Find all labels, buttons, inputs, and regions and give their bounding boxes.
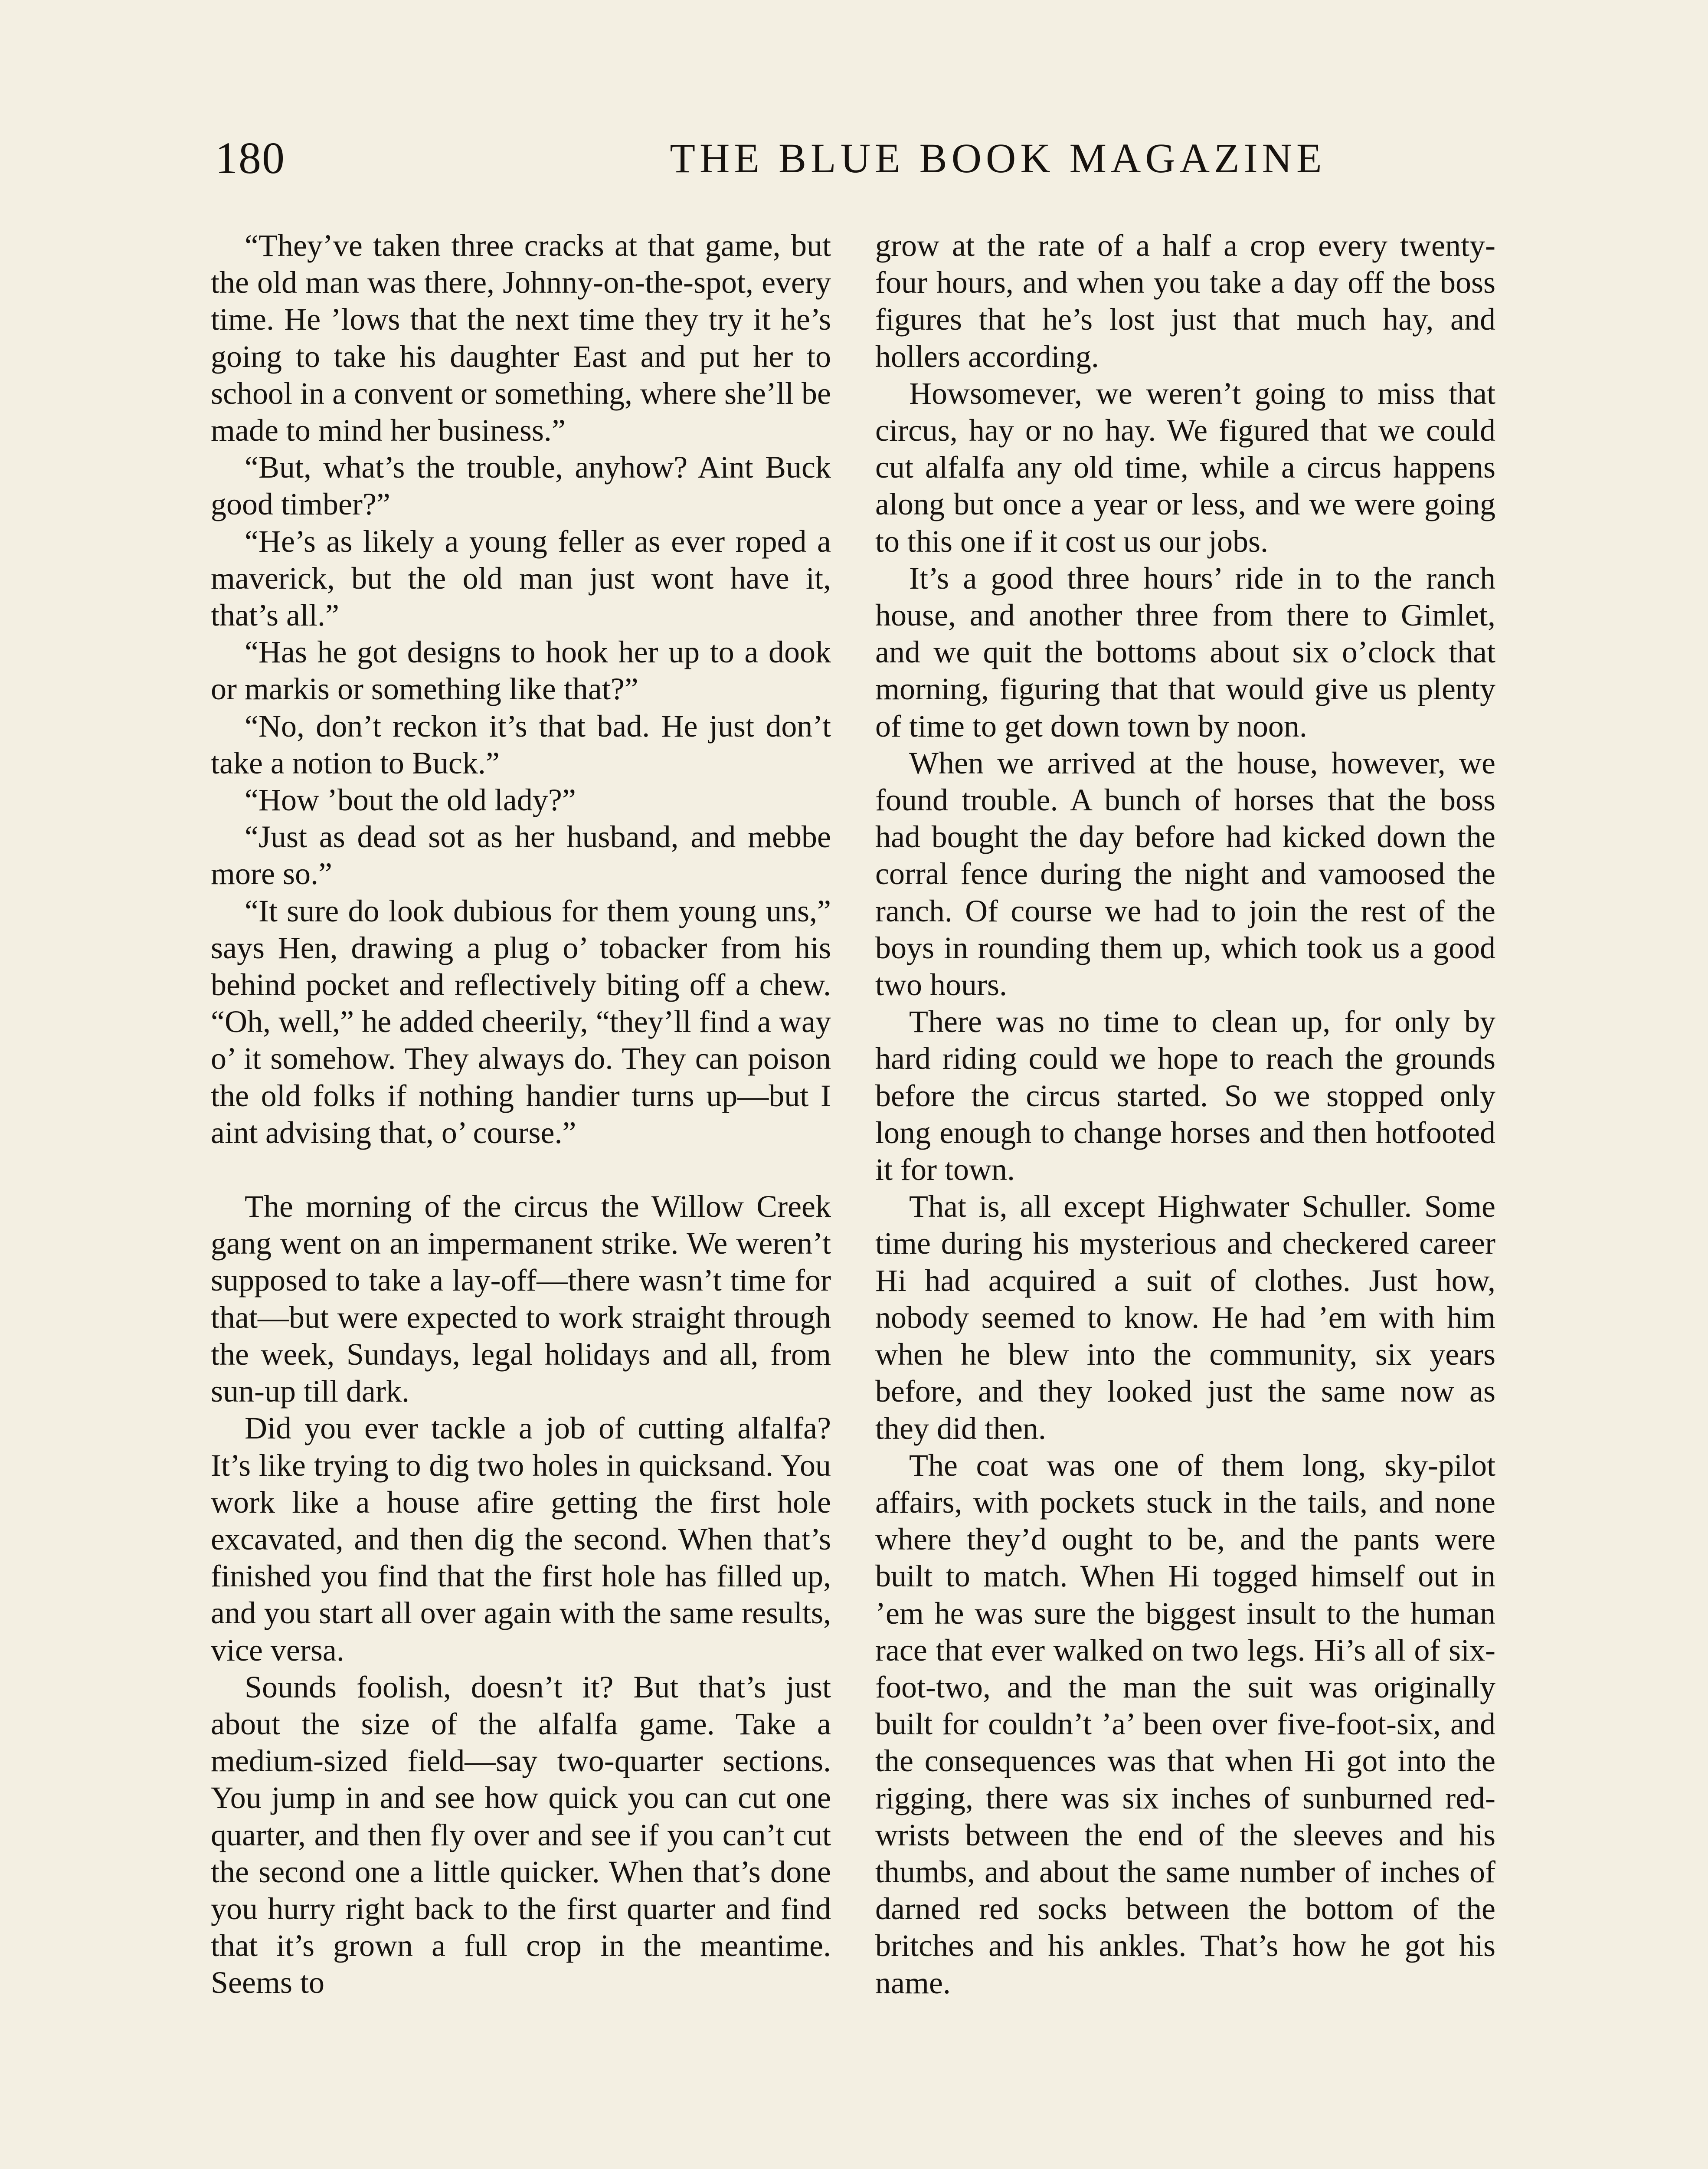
paragraph: “But, what’s the trouble, anyhow? Aint Buck good timber?”	[211, 450, 831, 522]
page-header	[215, 130, 1512, 187]
paragraph: “How ’bout the old lady?”	[245, 783, 576, 818]
paragraph: “Has he got designs to hook her up to a dook or markis or something like that?”	[211, 635, 831, 707]
paragraph: There was no time to clean up, for only by hard riding could we hope to reach the grounds before the circus started. So we stopped only long enough to change horses and then hotfooted it for town.	[875, 1004, 1495, 1187]
paragraph: “They’ve taken three cracks at that game, but the old man was there, Johnny-on-the-spot, every time. He ’lows that the next time they try it he’s going to take his daughter East and put her to school in a convent or something, where she’ll be made to mind her business.”	[211, 228, 831, 448]
paragraph: “No, don’t reckon it’s that bad. He just don’t take a notion to Buck.”	[211, 708, 831, 780]
paragraph: Sounds foolish, doesn’t it? But that’s just about the size of the alfalfa game. Take a medium-sized field—say two-quarter sections. You jump in and see how quick you can cut one quarter, and then fly over and see if you can’t cut the second one a little quicker. When that’s done you hurry right back to the first quarter and find that it’s grown a full crop in the meantime. Seems to	[211, 1669, 831, 2000]
paragraph: Howsomever, we weren’t going to miss that circus, hay or no hay. We figured that we could cut alfalfa any old time, while a circus happens along but once a year or less, and we were going to this one if it cost us our jobs.	[875, 376, 1495, 559]
section-break	[211, 1151, 831, 1188]
paragraph: “Just as dead sot as her husband, and mebbe more so.”	[211, 819, 831, 891]
paragraph: “He’s as likely a young feller as ever roped a maverick, but the old man just wont have it, that’s all.”	[211, 524, 831, 633]
paragraph: grow at the rate of a half a crop every twenty-four hours, and when you take a day off the boss figures that he’s lost just that much hay, and hollers according.	[875, 228, 1495, 374]
left-column	[211, 227, 831, 2002]
paragraph: The morning of the circus the Willow Creek gang went on an impermanent strike. We weren’t supposed to take a lay-off—there wasn’t time for that—but were expected to work straight through the week, Sundays, legal holidays and all, from sun-up till dark.	[211, 1189, 831, 1409]
magazine-title: THE BLUE BOOK MAGAZINE	[670, 135, 1326, 181]
paragraph: “It sure do look dubious for them young uns,” says Hen, drawing a plug o’ tobacker from his behind pocket and reflectively biting off a chew. “Oh, well,” he added cheerily, “they’ll find a way o’ it somehow. They always do. They can poison the old folks if nothing handier turns up—but I aint advising that, o’ course.”	[211, 893, 831, 1150]
paragraph: Did you ever tackle a job of cutting alfalfa? It’s like trying to dig two holes in quicksand. You work like a house afire getting the first hole excavated, and then dig the second. When that’s finished you find that the first hole has filled up, and you start all over again with the same results, vice versa.	[211, 1411, 831, 1668]
right-column	[875, 227, 1495, 2002]
page-number: 180	[215, 133, 285, 183]
paragraph: When we arrived at the house, however, we found trouble. A bunch of horses that the boss had bought the day before had kicked down the corral fence during the night and vamoosed the ranch. Of course we had to join the rest of the boys in rounding them up, which took us a good two hours.	[875, 745, 1495, 1003]
paragraph: That is, all except Highwater Schuller. Some time during his mysterious and checkered career Hi had acquired a suit of clothes. Just how, nobody seemed to know. He had ’em with him when he blew into the community, six years before, and they looked just the same now as they did then.	[875, 1189, 1495, 1446]
paragraph: It’s a good three hours’ ride in to the ranch house, and another three from there to Gimlet, and we quit the bottoms about six o’clock that morning, figuring that that would give us plenty of time to get down town by noon.	[875, 560, 1495, 744]
paragraph: The coat was one of them long, sky-pilot affairs, with pockets stuck in the tails, and none where they’d ought to be, and the pants were built to match. When Hi togged himself out in ’em he was sure the biggest insult to the human race that ever walked on two legs. Hi’s all of six-foot-two, and the man the suit was originally built for couldn’t ’a’ been over five-foot-six, and the consequences was that when Hi got into the rigging, there was six inches of sunburned red-wrists between the end of the sleeves and his thumbs, and about the same number of inches of darned red socks between the bottom of the britches and his ankles. That’s how he got his name.	[875, 1448, 1495, 2000]
